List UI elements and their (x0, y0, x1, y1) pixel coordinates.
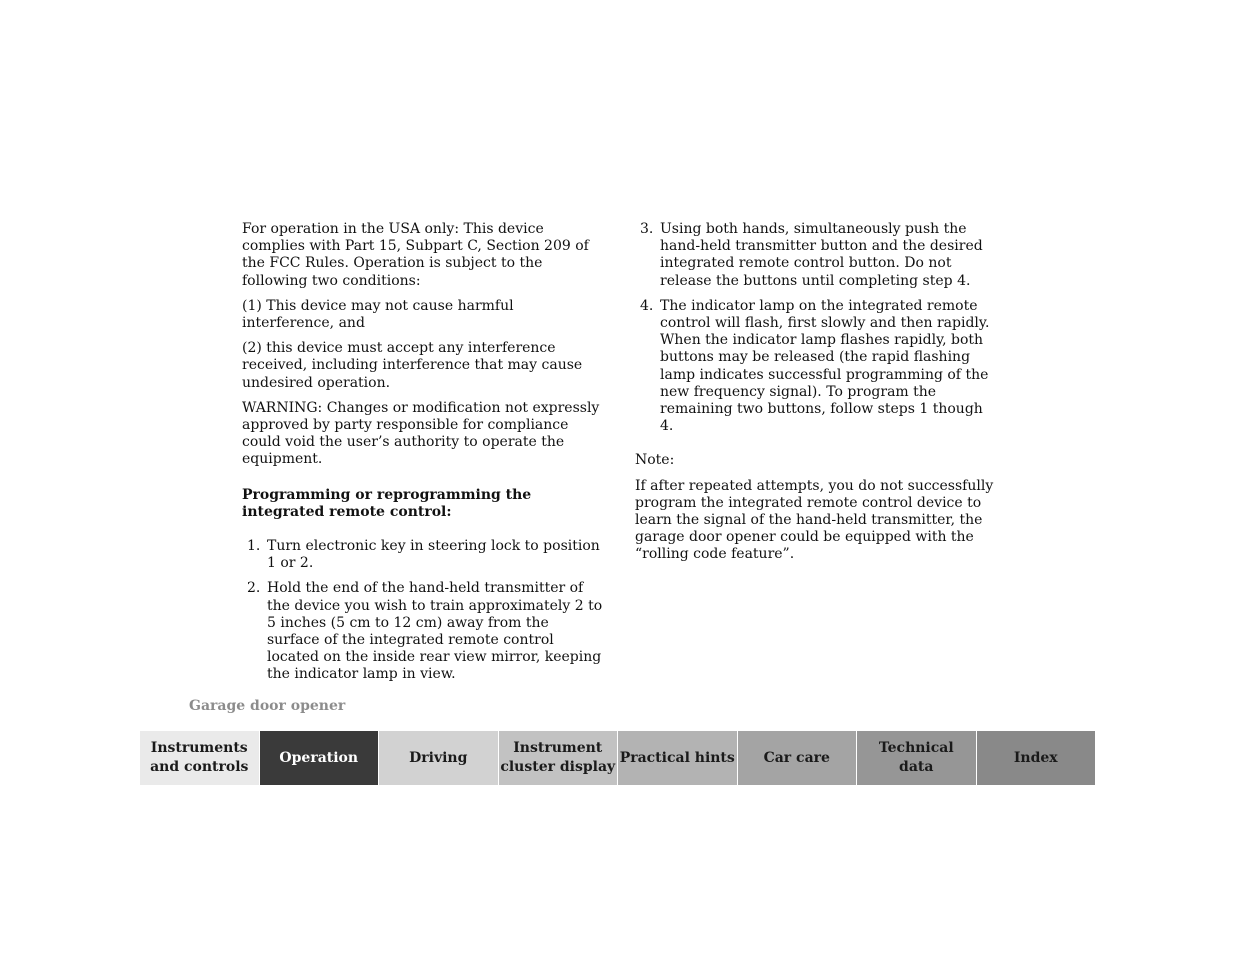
step-number: 2. (247, 580, 261, 597)
step-text: Hold the end of the hand-held transmitter of the device you wish to train approximately 2 to 5 inches (5 cm to 12 cm) away from the surface of the integrated remote control located on the inside rear view mirror, keeping the indicator lamp in view. (267, 580, 603, 683)
tab-index[interactable]: Index (977, 731, 1096, 785)
tab-instrument-cluster-display[interactable]: Instrument cluster display (499, 731, 619, 785)
steps-list-left (242, 538, 604, 684)
step-item (242, 580, 604, 683)
step-item (242, 538, 604, 572)
chapter-nav-bar (140, 731, 1095, 785)
condition-1-paragraph: (1) This device may not cause harmful interference, and (242, 297, 514, 332)
steps-list-right (635, 221, 997, 435)
tab-instruments-and-controls[interactable]: Instruments and controls (140, 731, 260, 785)
condition-2-paragraph: (2) this device must accept any interference received, including interference that may cause undesired operation. (242, 340, 583, 391)
programming-heading: Programming or reprogramming the integrated remote control: (242, 486, 532, 520)
step-number: 3. (640, 221, 654, 237)
step-item (635, 298, 997, 436)
fcc-compliance-paragraph: For operation in the USA only: This device complies with Part 15, Subpart C, Section 209 of the FCC Rules. Operation is subject to the following two conditions: (242, 221, 589, 289)
left-column (242, 221, 604, 692)
step-item (635, 221, 997, 290)
tab-driving[interactable]: Driving (379, 731, 499, 785)
note-text: If after repeated attempts, you do not successfully program the integrated remote control device to learn the signal of the hand-held transmitter, the garage door opener could be equipped with the “rolling code feature”. (635, 477, 994, 563)
section-title: Garage door opener (189, 698, 346, 714)
step-text: The indicator lamp on the integrated remote control will flash, first slowly and then rapidly. When the indicator lamp flashes rapidly, both buttons may be released (the rapid flashing lamp indicates successful programming of the new frequency signal). To program the remaining two buttons, follow steps 1 though 4. (660, 297, 990, 435)
step-text: Using both hands, simultaneously push the hand-held transmitter button and the desired integrated remote control button. Do not release the buttons until completing step 4. (660, 221, 983, 289)
step-number: 1. (247, 538, 261, 555)
step-text: Turn electronic key in steering lock to position 1 or 2. (267, 538, 600, 572)
tab-operation[interactable]: Operation (260, 731, 380, 785)
tab-technical-data[interactable]: Technical data (857, 731, 977, 785)
tab-practical-hints[interactable]: Practical hints (618, 731, 738, 785)
tab-car-care[interactable]: Car care (738, 731, 858, 785)
right-column (635, 221, 997, 572)
step-number: 4. (640, 297, 654, 314)
warning-paragraph: WARNING: Changes or modification not expressly approved by party responsible for compliance could void the user’s authority to operate the equipment. (242, 399, 600, 468)
note-label: Note: (635, 452, 675, 469)
